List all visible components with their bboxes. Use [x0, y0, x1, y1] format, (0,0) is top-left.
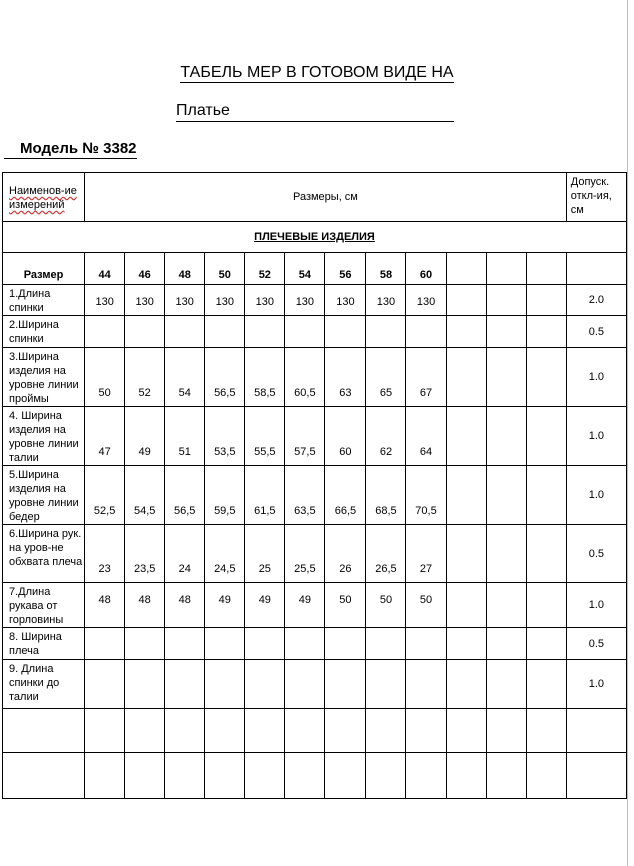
measurement-value	[245, 660, 285, 709]
measurement-value: 67	[406, 348, 446, 407]
measurement-value	[526, 466, 566, 525]
measurement-value: 49	[125, 407, 165, 466]
measurement-name: 9. Длина спинки до талии	[3, 660, 85, 709]
measurement-value: 23,5	[125, 525, 165, 583]
measurement-name: 8. Ширина плеча	[3, 628, 85, 660]
measurement-value	[245, 316, 285, 348]
table-row	[3, 525, 627, 583]
measurement-value: 65	[366, 348, 406, 407]
measurement-value	[325, 660, 366, 709]
measurement-value: 130	[366, 285, 406, 316]
tolerance-value: 1.0	[566, 348, 626, 407]
measurement-value: 58,5	[245, 348, 285, 407]
measurement-value: 25,5	[285, 525, 325, 583]
table-row	[3, 753, 627, 799]
measurement-value	[446, 753, 486, 799]
measurement-value: 59,5	[205, 466, 245, 525]
measurement-value: 130	[85, 285, 125, 316]
measurement-value	[285, 660, 325, 709]
measurement-value	[446, 285, 486, 316]
measurement-value: 66,5	[325, 466, 366, 525]
measurement-value	[325, 709, 366, 753]
measurement-value	[285, 753, 325, 799]
measurement-value	[325, 628, 366, 660]
table-row	[3, 660, 627, 709]
size-header-cell	[526, 253, 566, 285]
measurement-value	[486, 285, 526, 316]
header-tolerance-cell	[566, 173, 626, 222]
measurement-value	[85, 709, 125, 753]
measurement-value	[366, 660, 406, 709]
measurement-name	[3, 753, 85, 799]
measurement-value	[165, 709, 205, 753]
measurement-value	[486, 525, 526, 583]
measurement-value: 48	[85, 583, 125, 628]
tolerance-value	[566, 709, 626, 753]
measurement-value: 50	[85, 348, 125, 407]
measurement-value: 48	[125, 583, 165, 628]
table-row	[3, 583, 627, 628]
tolerance-value: 1.0	[566, 407, 626, 466]
measurement-value: 57,5	[285, 407, 325, 466]
measurement-value: 130	[325, 285, 366, 316]
measurement-value	[285, 709, 325, 753]
measurement-name: 7.Длина рукава от горловины	[3, 583, 85, 628]
measurement-value: 54	[165, 348, 205, 407]
tolerance-value: 1.0	[566, 466, 626, 525]
header-sizes: Размеры, см	[85, 173, 567, 222]
measurement-value	[526, 316, 566, 348]
measurement-value	[245, 628, 285, 660]
tolerance-value	[566, 753, 626, 799]
measurement-name: 2.Ширина спинки	[3, 316, 85, 348]
measurement-value	[526, 628, 566, 660]
measurement-value	[446, 628, 486, 660]
measurement-value: 130	[125, 285, 165, 316]
measurement-value	[486, 709, 526, 753]
size-header-cell: 48	[165, 253, 205, 285]
measurement-value: 130	[205, 285, 245, 316]
measurement-value: 26,5	[366, 525, 406, 583]
measurement-value: 63,5	[285, 466, 325, 525]
measurement-value	[526, 348, 566, 407]
measurement-value: 26	[325, 525, 366, 583]
measurement-value: 61,5	[245, 466, 285, 525]
measurement-value	[486, 316, 526, 348]
measurement-value	[285, 628, 325, 660]
measurement-value: 130	[165, 285, 205, 316]
measurement-value: 47	[85, 407, 125, 466]
measurement-value: 50	[366, 583, 406, 628]
measurement-value	[125, 316, 165, 348]
measurement-value	[446, 316, 486, 348]
measurement-value	[486, 407, 526, 466]
measurement-value: 50	[406, 583, 446, 628]
measurement-value	[165, 316, 205, 348]
measurement-value	[486, 583, 526, 628]
measurement-value	[205, 316, 245, 348]
measurement-name: 1.Длина спинки	[3, 285, 85, 316]
measurement-value	[446, 709, 486, 753]
measurement-value	[446, 583, 486, 628]
table-row	[3, 407, 627, 466]
model-number: Модель № 3382	[4, 140, 137, 159]
measurement-value: 25	[245, 525, 285, 583]
tolerance-value: 1.0	[566, 583, 626, 628]
table-row	[3, 348, 627, 407]
measurement-value	[446, 466, 486, 525]
measurement-name: 3.Ширина изделия на уровне линии проймы	[3, 348, 85, 407]
tolerance-header-cell	[566, 253, 626, 285]
measurement-value	[446, 660, 486, 709]
size-header-cell: 58	[366, 253, 406, 285]
size-header-cell	[486, 253, 526, 285]
measurement-value: 68,5	[366, 466, 406, 525]
measurement-value: 63	[325, 348, 366, 407]
measurement-value	[406, 709, 446, 753]
measurement-value	[366, 628, 406, 660]
tolerance-value: 0.5	[566, 525, 626, 583]
measurement-value: 51	[165, 407, 205, 466]
measurement-value	[285, 316, 325, 348]
measurement-value	[165, 660, 205, 709]
measurement-value	[446, 525, 486, 583]
measurement-value	[406, 753, 446, 799]
measurement-value	[486, 628, 526, 660]
measurement-value: 64	[406, 407, 446, 466]
measurement-value: 54,5	[125, 466, 165, 525]
header-tolerance: Допуск. откл-ия, см	[570, 176, 612, 216]
measurement-value	[366, 709, 406, 753]
measurement-value	[125, 753, 165, 799]
measurement-value	[486, 348, 526, 407]
tolerance-value: 0.5	[566, 316, 626, 348]
measurement-value	[165, 628, 205, 660]
measurement-value: 60,5	[285, 348, 325, 407]
tolerance-value: 0.5	[566, 628, 626, 660]
measurement-value: 130	[245, 285, 285, 316]
measurement-value	[446, 348, 486, 407]
measurement-value: 62	[366, 407, 406, 466]
table-row	[3, 709, 627, 753]
header-name-cell	[3, 173, 85, 222]
table-row	[3, 466, 627, 525]
measurement-value	[526, 525, 566, 583]
measurement-value: 130	[406, 285, 446, 316]
measurement-name: 5.Ширина изделия на уровне линии бедер	[3, 466, 85, 525]
measurement-name	[3, 709, 85, 753]
size-header-cell: 44	[85, 253, 125, 285]
measurement-value: 130	[285, 285, 325, 316]
page-edge	[627, 0, 628, 866]
measurement-value: 52	[125, 348, 165, 407]
measurement-value: 49	[205, 583, 245, 628]
measurement-value	[85, 753, 125, 799]
measurement-value	[205, 709, 245, 753]
measurement-value: 49	[285, 583, 325, 628]
measurement-value	[526, 583, 566, 628]
measurement-value	[205, 753, 245, 799]
measurement-value	[205, 628, 245, 660]
table-row	[3, 316, 627, 348]
tolerance-value: 1.0	[566, 660, 626, 709]
measurement-value: 56,5	[165, 466, 205, 525]
measurement-value	[526, 753, 566, 799]
measurement-value	[406, 660, 446, 709]
measurement-value	[526, 407, 566, 466]
measurement-value	[325, 753, 366, 799]
measurement-value	[446, 407, 486, 466]
header-name: Наименов-ие измерений	[9, 185, 77, 211]
size-header-cell	[446, 253, 486, 285]
measurement-value	[245, 709, 285, 753]
size-header-cell: 50	[205, 253, 245, 285]
measurement-value	[486, 660, 526, 709]
measurement-value	[125, 628, 165, 660]
measurements-table	[2, 172, 627, 799]
measurement-value: 23	[85, 525, 125, 583]
measurement-value	[85, 628, 125, 660]
measurement-value	[526, 660, 566, 709]
document-title: ТАБЕЛЬ МЕР В ГОТОВОМ ВИДЕ НА	[180, 64, 454, 81]
measurement-value	[526, 285, 566, 316]
size-header-cell: 52	[245, 253, 285, 285]
measurement-value	[406, 316, 446, 348]
measurement-value: 48	[165, 583, 205, 628]
measurement-value	[366, 316, 406, 348]
measurement-value	[205, 660, 245, 709]
measurement-value	[125, 709, 165, 753]
size-header-cell: 46	[125, 253, 165, 285]
measurement-value	[406, 628, 446, 660]
table-row	[3, 628, 627, 660]
measurement-value	[486, 753, 526, 799]
measurement-value: 53,5	[205, 407, 245, 466]
measurement-value	[486, 466, 526, 525]
measurement-value: 49	[245, 583, 285, 628]
measurement-value	[85, 660, 125, 709]
product-name: Платье	[176, 102, 454, 122]
section-title: ПЛЕЧЕВЫЕ ИЗДЕЛИЯ	[3, 222, 627, 253]
measurement-value	[125, 660, 165, 709]
measurement-value: 50	[325, 583, 366, 628]
size-label: Размер	[3, 253, 85, 285]
size-header-cell: 60	[406, 253, 446, 285]
measurement-value	[325, 316, 366, 348]
measurement-value: 27	[406, 525, 446, 583]
measurement-value: 24	[165, 525, 205, 583]
measurement-value: 52,5	[85, 466, 125, 525]
measurement-value: 60	[325, 407, 366, 466]
measurement-value: 56,5	[205, 348, 245, 407]
measurement-value	[526, 709, 566, 753]
tolerance-value: 2.0	[566, 285, 626, 316]
size-header-cell: 54	[285, 253, 325, 285]
table-row	[3, 285, 627, 316]
size-header-cell: 56	[325, 253, 366, 285]
measurement-name: 6.Ширина рук. на уров-не обхвата плеча	[3, 525, 85, 583]
measurement-name: 4. Ширина изделия на уровне линии талии	[3, 407, 85, 466]
measurement-value	[85, 316, 125, 348]
measurement-value: 55,5	[245, 407, 285, 466]
measurement-value	[165, 753, 205, 799]
measurement-value: 70,5	[406, 466, 446, 525]
measurement-value: 24,5	[205, 525, 245, 583]
measurement-value	[366, 753, 406, 799]
measurement-value	[245, 753, 285, 799]
